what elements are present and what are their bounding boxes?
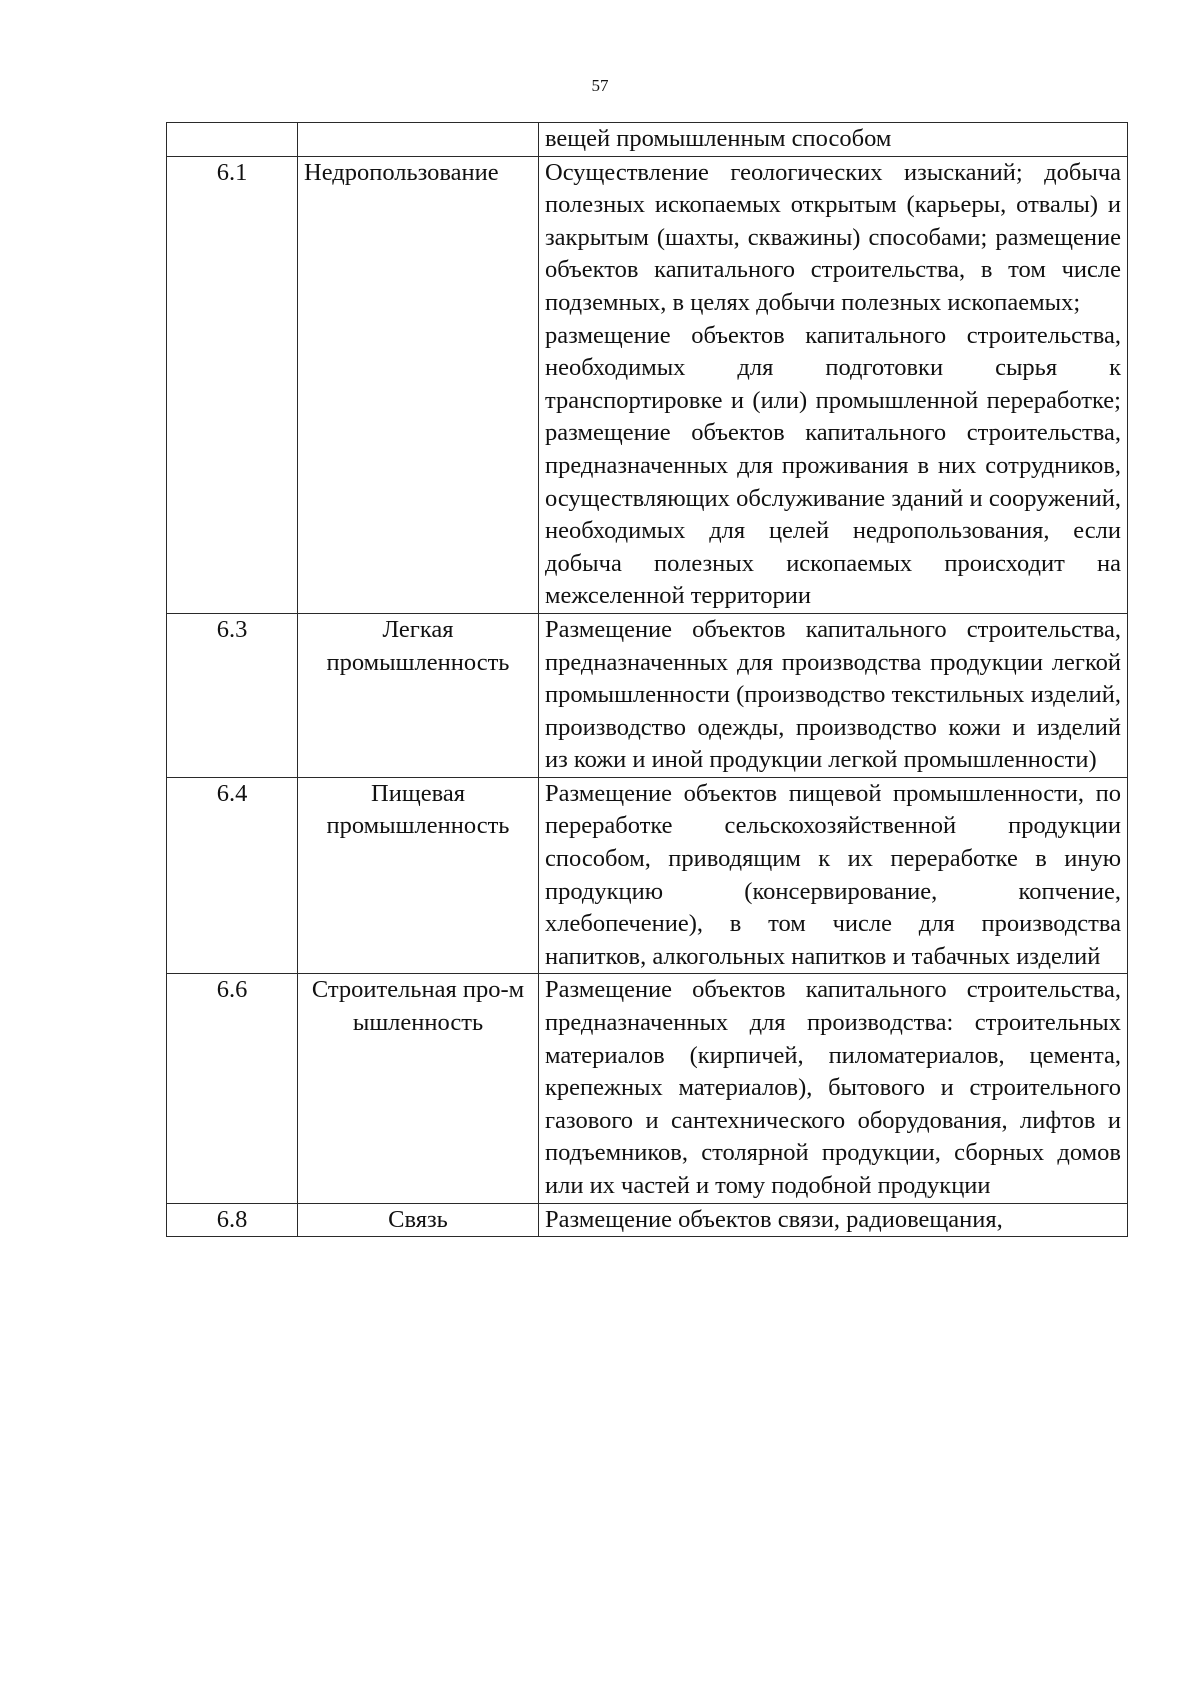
row-description <box>539 974 1128 1203</box>
table-row <box>167 1203 1128 1237</box>
row-code: 6.6 <box>167 974 298 1203</box>
row-description <box>539 777 1128 974</box>
table-row <box>167 123 1128 157</box>
description-paragraph: Размещение объектов капитального строительства, предназначенных для производства продукции легкой промышленности (производство текстильных изделий, производство одежды, производство кожи и изделий из кожи и иной продукции легкой промышленности) <box>545 615 1121 774</box>
description-paragraph: Размещение объектов связи, радиовещания, <box>545 1205 1003 1233</box>
page-number: 57 <box>591 76 609 95</box>
row-name: Недропользование <box>298 156 539 613</box>
description-paragraph: Осуществление геологических изысканий; добыча полезных ископаемых открытым (карьеры, отвалы) и закрытым (шахты, скважины) способами; размещение объектов капитального строительства, в том числе подземных, в целях добычи полезных ископаемых; <box>545 158 1121 316</box>
row-name: Строительная про-мышленность <box>298 974 539 1203</box>
row-description <box>539 613 1128 777</box>
row-name: Связь <box>298 1203 539 1237</box>
row-name: Легкая промышленность <box>298 613 539 777</box>
row-description <box>539 156 1128 613</box>
description-paragraph: вещей промышленным способом <box>545 125 892 152</box>
land-use-table <box>166 122 1128 1237</box>
table-row <box>167 777 1128 974</box>
table-row <box>167 156 1128 613</box>
row-name <box>298 123 539 157</box>
description-paragraph: Размещение объектов пищевой промышленности, по переработке сельскохозяйственной продукции способом, приводящим к их переработке в иную продукцию (консервирование, копчение, хлебопечение), в том числе для производства напитков, алкогольных напитков и табачных изделий <box>545 779 1121 970</box>
row-description <box>539 1203 1128 1237</box>
row-description <box>539 123 1128 157</box>
table-row <box>167 974 1128 1203</box>
row-code: 6.4 <box>167 777 298 974</box>
row-name: Пищевая промышленность <box>298 777 539 974</box>
row-code: 6.1 <box>167 156 298 613</box>
row-code <box>167 123 298 157</box>
row-code: 6.3 <box>167 613 298 777</box>
table-row <box>167 613 1128 777</box>
row-code: 6.8 <box>167 1203 298 1237</box>
description-paragraph: Размещение объектов капитального строительства, предназначенных для производства: строительных материалов (кирпичей, пиломатериалов, цемента, крепежных материалов), бытового и строительного газового и сантехнического оборудования, лифтов и подъемников, столярной продукции, сборных домов или их частей и тому подобной продукции <box>545 976 1121 1199</box>
description-paragraph: размещение объектов капитального строительства, необходимых для подготовки сырья к транспортировке и (или) промышленной переработке; размещение объектов капитального строительства, предназначенных для проживания в них сотрудников, осуществляющих обслуживание зданий и сооружений, необходимых для целей недропользования, если добыча полезных ископаемых происходит на межселенной территории <box>545 321 1121 610</box>
